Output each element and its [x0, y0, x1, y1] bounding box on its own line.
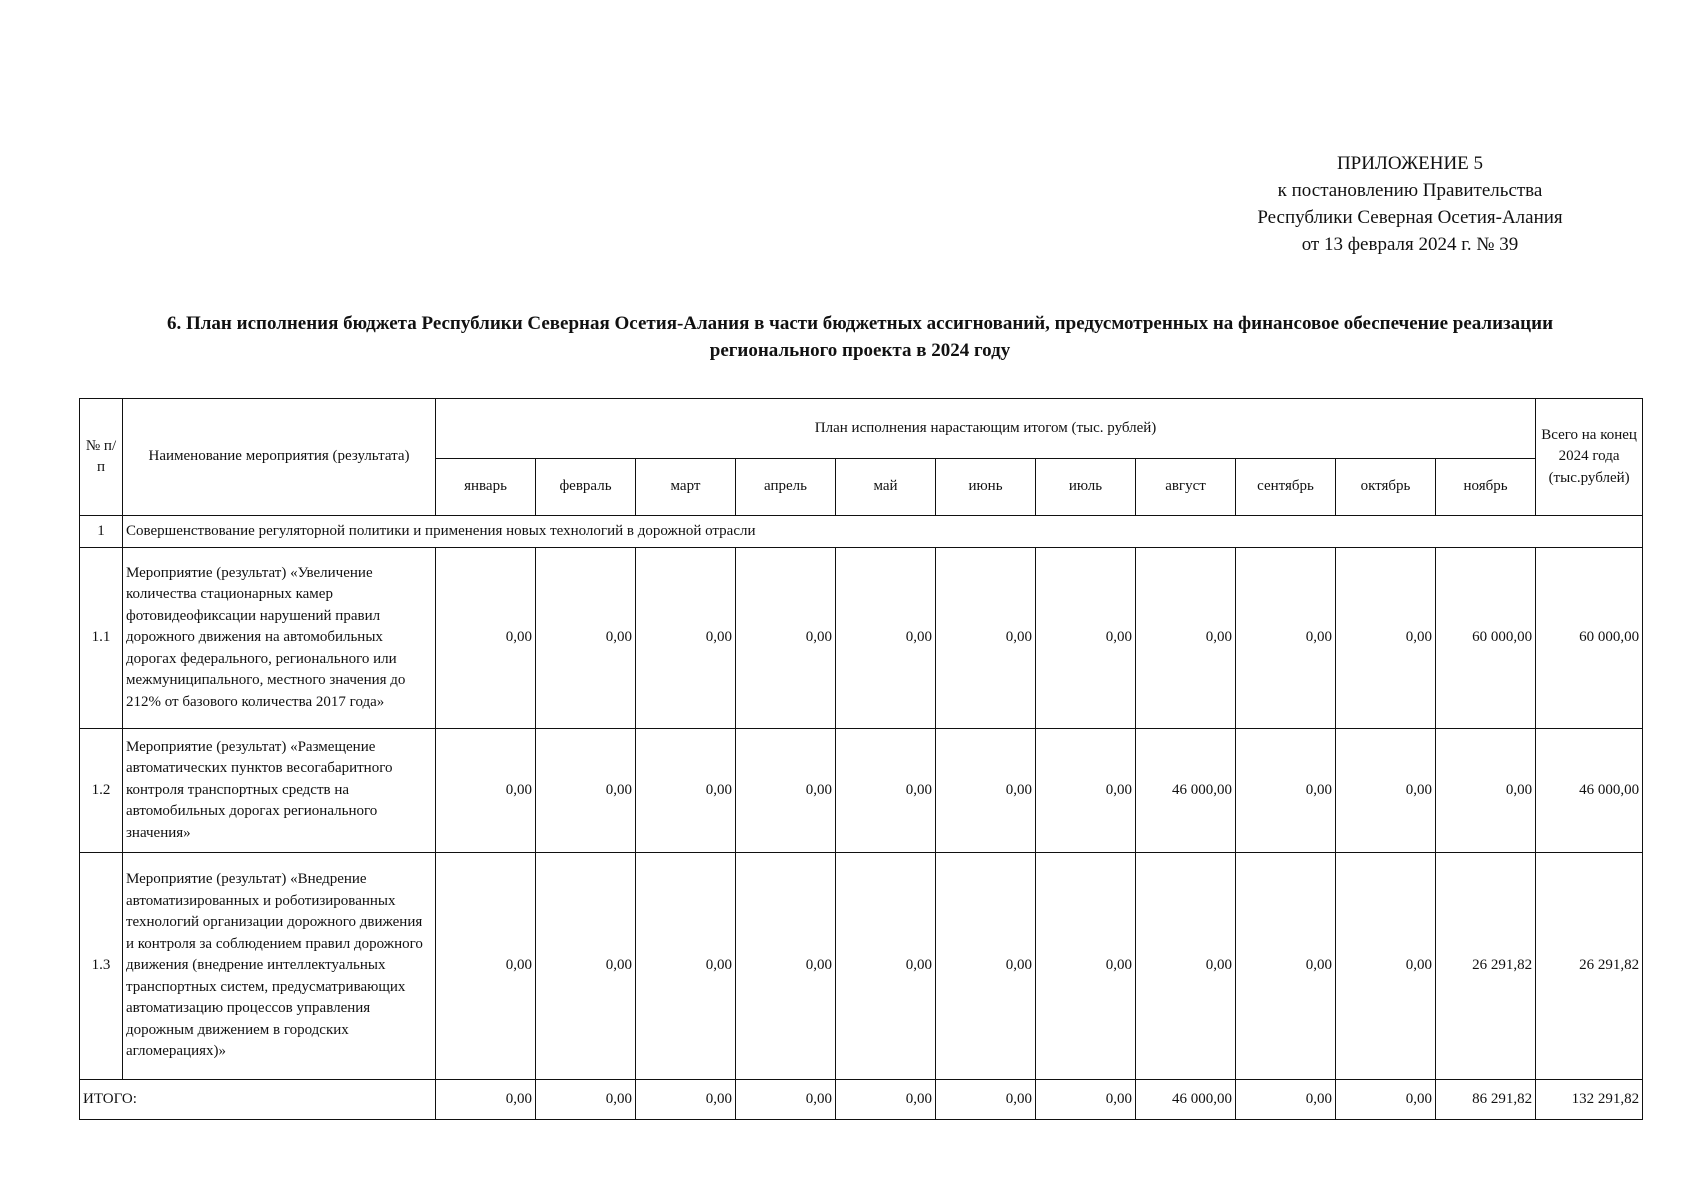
row-name: Мероприятие (результат) «Внедрение автоматизированных и роботизированных технологий организации дорожного движения и контроля за соблюдением правил дорожного движения (внедрение интеллектуальных транспортных систем, предусматривающих автоматизацию процессов управления дорожным движением в городских агломерациях)»	[123, 853, 436, 1080]
itogo-value: 0,00	[836, 1080, 936, 1120]
row-value: 0,00	[536, 729, 636, 853]
row-value: 0,00	[936, 853, 1036, 1080]
month-header: май	[836, 459, 936, 516]
row-value: 0,00	[1036, 729, 1136, 853]
itogo-label: ИТОГО:	[80, 1080, 436, 1120]
row-num: 1.2	[80, 729, 123, 853]
row-value: 46 000,00	[1136, 729, 1236, 853]
document-title-line-2: регионального проекта в 2024 году	[709, 340, 1011, 361]
row-value: 0,00	[736, 729, 836, 853]
row-value: 0,00	[436, 729, 536, 853]
table-row	[80, 853, 1643, 1080]
itogo-value: 0,00	[936, 1080, 1036, 1120]
row-value: 0,00	[736, 853, 836, 1080]
itogo-value: 0,00	[736, 1080, 836, 1120]
row-value: 0,00	[836, 729, 936, 853]
month-header: март	[636, 459, 736, 516]
itogo-total: 132 291,82	[1536, 1080, 1643, 1120]
itogo-value: 0,00	[1236, 1080, 1336, 1120]
month-header: январь	[436, 459, 536, 516]
row-value: 0,00	[436, 548, 536, 729]
row-value: 0,00	[836, 548, 936, 729]
row-value: 0,00	[936, 548, 1036, 729]
month-header: февраль	[536, 459, 636, 516]
document-title-line-1: 6. План исполнения бюджета Республики Северная Осетия-Алания в части бюджетных ассигнований, предусмотренных на финансовое обеспечение реализации	[166, 313, 1554, 334]
row-value: 0,00	[936, 729, 1036, 853]
month-header: сентябрь	[1236, 459, 1336, 516]
row-value: 0,00	[836, 853, 936, 1080]
row-name: Мероприятие (результат) «Увеличение количества стационарных камер фотовидеофиксации нарушений правил дорожного движения на автомобильных дорогах федерального, регионального или межмуниципального, местного значения до 212% от базового количества 2017 года»	[123, 548, 436, 729]
row-value: 0,00	[1336, 853, 1436, 1080]
header-name: Наименование мероприятия (результата)	[123, 399, 436, 516]
month-header: апрель	[736, 459, 836, 516]
row-value: 26 291,82	[1436, 853, 1536, 1080]
row-num: 1.1	[80, 548, 123, 729]
row-value: 0,00	[536, 853, 636, 1080]
row-value: 0,00	[1236, 729, 1336, 853]
month-header: июль	[1036, 459, 1136, 516]
itogo-value: 86 291,82	[1436, 1080, 1536, 1120]
header-row-top	[80, 399, 1643, 459]
month-header: октябрь	[1336, 459, 1436, 516]
section-num: 1	[80, 516, 123, 548]
row-value: 0,00	[1236, 853, 1336, 1080]
appendix-republic: Республики Северная Осетия-Алания	[1257, 207, 1563, 228]
row-value: 0,00	[636, 729, 736, 853]
row-total: 26 291,82	[1536, 853, 1643, 1080]
itogo-value: 0,00	[536, 1080, 636, 1120]
row-value: 0,00	[1436, 729, 1536, 853]
appendix-block	[1200, 150, 1620, 258]
document-title	[60, 310, 1660, 364]
row-value: 0,00	[1236, 548, 1336, 729]
header-total: Всего на конец 2024 года (тыс.рублей)	[1536, 399, 1643, 516]
appendix-date: от 13 февраля 2024 г. № 39	[1301, 234, 1519, 255]
row-num: 1.3	[80, 853, 123, 1080]
itogo-value: 0,00	[436, 1080, 536, 1120]
row-value: 0,00	[1336, 729, 1436, 853]
month-header: август	[1136, 459, 1236, 516]
table-row	[80, 548, 1643, 729]
row-value: 0,00	[1036, 853, 1136, 1080]
month-header: июнь	[936, 459, 1036, 516]
row-value: 0,00	[536, 548, 636, 729]
itogo-value: 46 000,00	[1136, 1080, 1236, 1120]
row-value: 0,00	[1136, 548, 1236, 729]
row-value: 0,00	[1336, 548, 1436, 729]
row-value: 0,00	[1136, 853, 1236, 1080]
table-row	[80, 729, 1643, 853]
row-value: 0,00	[736, 548, 836, 729]
itogo-value: 0,00	[636, 1080, 736, 1120]
header-plan: План исполнения нарастающим итогом (тыс. рублей)	[436, 399, 1536, 459]
itogo-row	[80, 1080, 1643, 1120]
row-value: 0,00	[636, 548, 736, 729]
row-value: 0,00	[636, 853, 736, 1080]
row-total: 60 000,00	[1536, 548, 1643, 729]
appendix-resolution: к постановлению Правительства	[1277, 180, 1543, 201]
row-name: Мероприятие (результат) «Размещение автоматических пунктов весогабаритного контроля транспортных средств на автомобильных дорогах регионального значения»	[123, 729, 436, 853]
month-header: ноябрь	[1436, 459, 1536, 516]
row-value: 0,00	[436, 853, 536, 1080]
header-num: № п/п	[80, 399, 123, 516]
row-total: 46 000,00	[1536, 729, 1643, 853]
section-row	[80, 516, 1643, 548]
itogo-value: 0,00	[1336, 1080, 1436, 1120]
section-label: Совершенствование регуляторной политики и применения новых технологий в дорожной отрасли	[123, 516, 1643, 548]
row-value: 0,00	[1036, 548, 1136, 729]
row-value: 60 000,00	[1436, 548, 1536, 729]
itogo-value: 0,00	[1036, 1080, 1136, 1120]
appendix-label: ПРИЛОЖЕНИЕ 5	[1336, 153, 1484, 174]
budget-plan-table	[79, 398, 1643, 1120]
